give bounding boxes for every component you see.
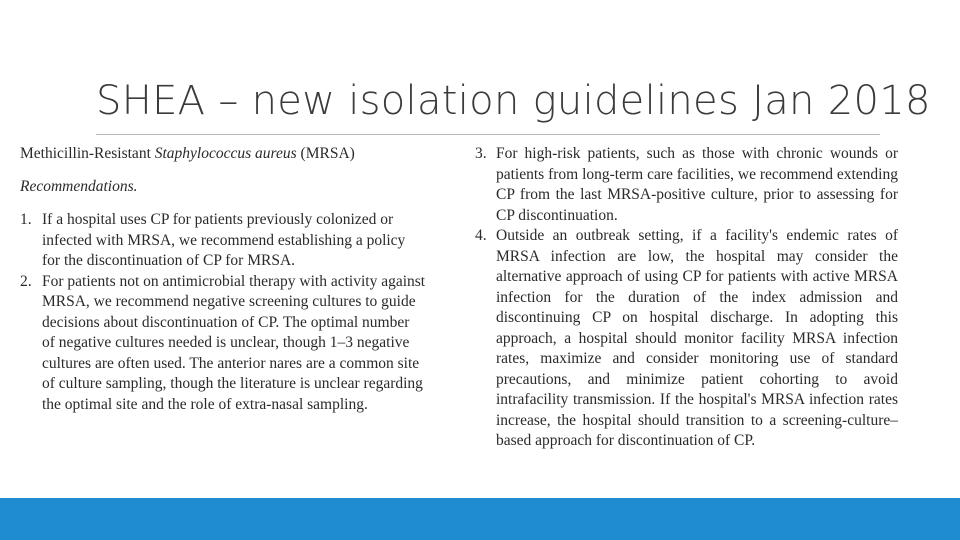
item-number: 2. — [20, 272, 32, 290]
left-column — [20, 144, 466, 415]
item-text: Outside an outbreak setting, if a facility's endemic rates of MRSA infection are low, the hospital may consider the alternative approach of using CP for patients with active MRSA infection for the duration of the index admission and discontinuing CP on hospital discharge. In adopting this approach, a hospital should monitor facility MRSA infection rates, maximize and consider monitoring use of standard precautions, and minimize patient cohorting to avoid intrafacility transmission. If the hospital's MRSA infection rates increase, the hospital should transition to a screening-culture–based approach for discontinuation of CP. — [496, 227, 898, 449]
item-number: 1. — [20, 211, 32, 228]
section-heading — [20, 144, 466, 165]
title-underline — [96, 134, 880, 135]
recommendation-item-2 — [20, 272, 466, 416]
recommendations-label: Recommendations. — [20, 177, 138, 195]
item-line: cultures are often used. The anterior nares are a common site — [42, 354, 420, 372]
item-line: infected with MRSA, we recommend establishing a policy — [42, 231, 406, 249]
item-line: of culture sampling, though the literature is unclear regarding — [42, 375, 423, 392]
recommendation-list-left — [20, 210, 466, 415]
recommendation-list-right — [475, 144, 898, 452]
heading-suffix: (MRSA) — [296, 145, 355, 162]
item-line: the optimal site and the role of extra-nasal sampling. — [42, 395, 368, 413]
recommendation-item-4 — [475, 226, 898, 452]
item-line: decisions about discontinuation of CP. The optimal number — [42, 313, 410, 331]
item-number: 4. — [475, 227, 487, 244]
right-column — [475, 144, 898, 452]
footer-accent-bar — [0, 498, 960, 540]
item-line: For patients not on antimicrobial therapy with activity against — [42, 272, 426, 290]
guideline-excerpt-image — [0, 140, 960, 460]
item-text: For high-risk patients, such as those with chronic wounds or patients from long-term care facilities, we recommend extending CP from the last MRSA-positive culture, prior to assessing for CP discontinuation. — [496, 145, 898, 224]
heading-prefix: Methicillin-Resistant — [20, 145, 155, 162]
slide-title: SHEA – new isolation guidelines Jan 2018 — [96, 78, 931, 124]
item-line: of negative cultures needed is unclear, though 1–3 negative — [42, 334, 410, 351]
recommendation-item-3 — [475, 144, 898, 226]
item-line: If a hospital uses CP for patients previously colonized or — [42, 211, 394, 228]
item-number: 3. — [475, 145, 487, 162]
heading-organism: Staphylococcus aureus — [154, 145, 297, 162]
item-line: MRSA, we recommend negative screening cultures to guide — [42, 293, 416, 310]
recommendation-item-1 — [20, 210, 466, 272]
item-line: for the discontinuation of CP for MRSA. — [42, 252, 296, 269]
